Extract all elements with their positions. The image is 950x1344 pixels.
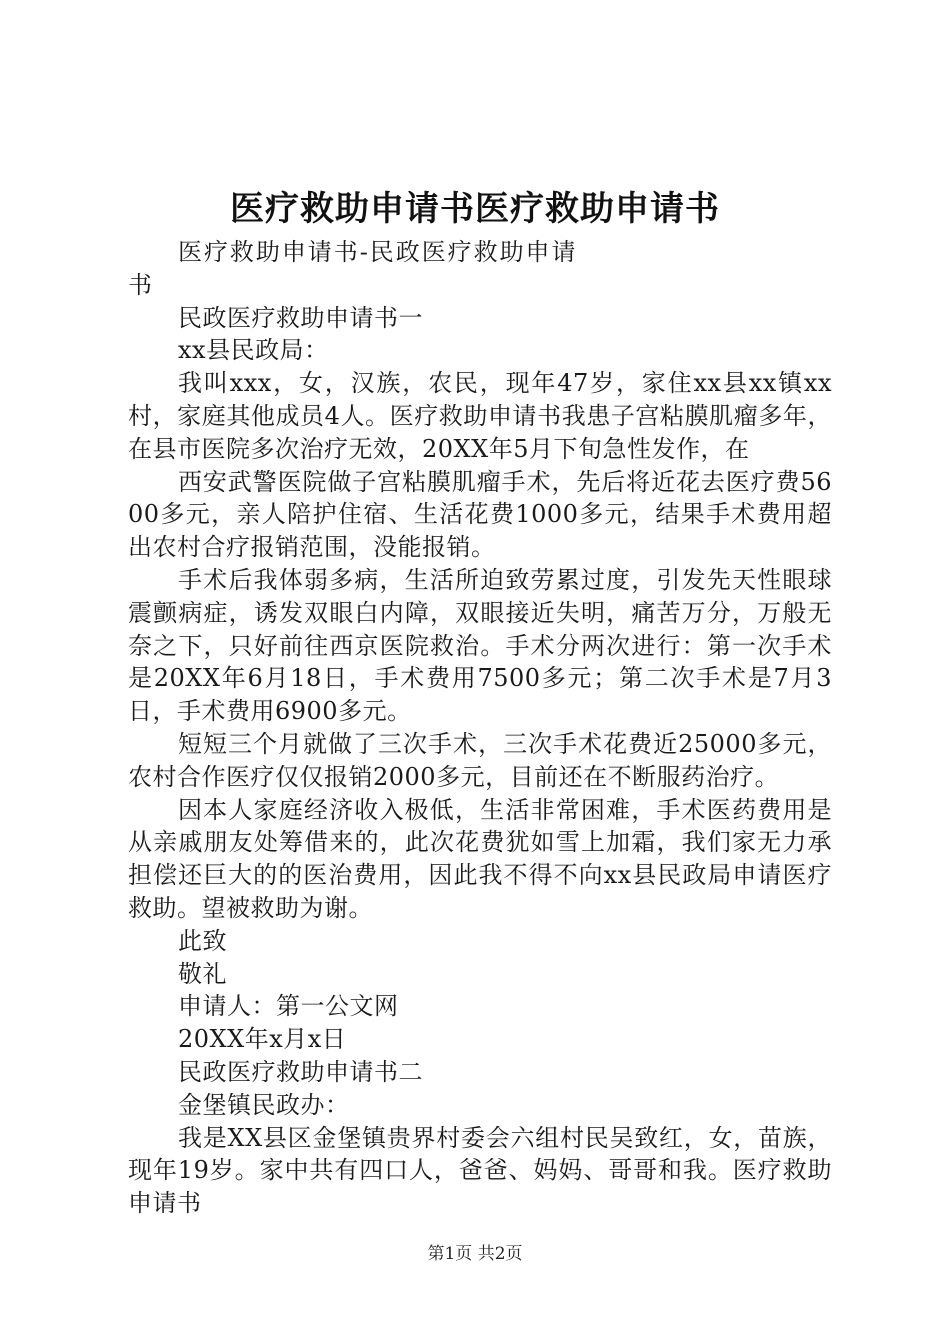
paragraph-body: 短短三个月就做了三次手术，三次手术花费近25000多元，农村合作医疗仅仅报销2000多元，目前还在不断服药治疗。 [128,729,832,791]
paragraph-body: 我是XX县区金堡镇贵界村委会六组村民吴致红，女，苗族，现年19岁。家中共有四口人，爸爸、妈妈、哥哥和我。医疗救助申请书 [128,1123,832,1218]
paragraph-section-heading-2: 民政医疗救助申请书二 [178,1057,423,1086]
document-body [128,236,832,1220]
paragraph-section-heading-1: 民政医疗救助申请书一 [178,303,423,332]
paragraph-body: 西安武警医院做子宫粘膜肌瘤手术，先后将近花去医疗费5600多元，亲人陪护住宿、生活花费1000多元，结果手术费用超出农村合疗报销范围，没能报销。 [128,467,832,562]
paragraph-body: 手术后我体弱多病，生活所迫致劳累过度，引发先天性眼球震颤病症，诱发双眼白内障，双眼接近失明，痛苦万分，万般无奈之下，只好前往西京医院救治。手术分两次进行：第一次手术是20XX年6月18日，手术费用7500多元；第二次手术是7月3日，手术费用6900多元。 [128,565,832,726]
paragraph-closing: 此致 [178,926,227,955]
paragraph-closing: 敬礼 [178,959,227,988]
paragraph-signature: 申请人：第一公文网 [178,992,399,1021]
paragraph-body: 因本人家庭经济收入极低，生活非常困难，手术医药费用是从亲戚朋友处筹借来的，此次花费犹如雪上加霜，我们家无力承担偿还巨大的的医治费用，因此我不得不向xx县民政局申请医疗救助。望被救助为谢。 [128,795,832,922]
document-title: 医疗救助申请书医疗救助申请书 [230,189,720,229]
paragraph-subtitle: 医疗救助申请书-民政医疗救助申请书 [128,238,576,299]
paragraph-recipient-2: 金堡镇民政办： [178,1090,350,1119]
paragraph-date: 20XX年x月x日 [178,1025,347,1054]
page-number-footer: 第1页 共2页 [427,1244,523,1264]
paragraph-recipient-1: xx县民政局： [178,336,329,365]
paragraph-body: 我叫xxx，女，汉族，农民，现年47岁，家住xx县xx镇xx村，家庭其他成员4人。医疗救助申请书我患子宫粘膜肌瘤多年，在县市医院多次治疗无效，20XX年5月下旬急性发作，在 [128,369,832,463]
